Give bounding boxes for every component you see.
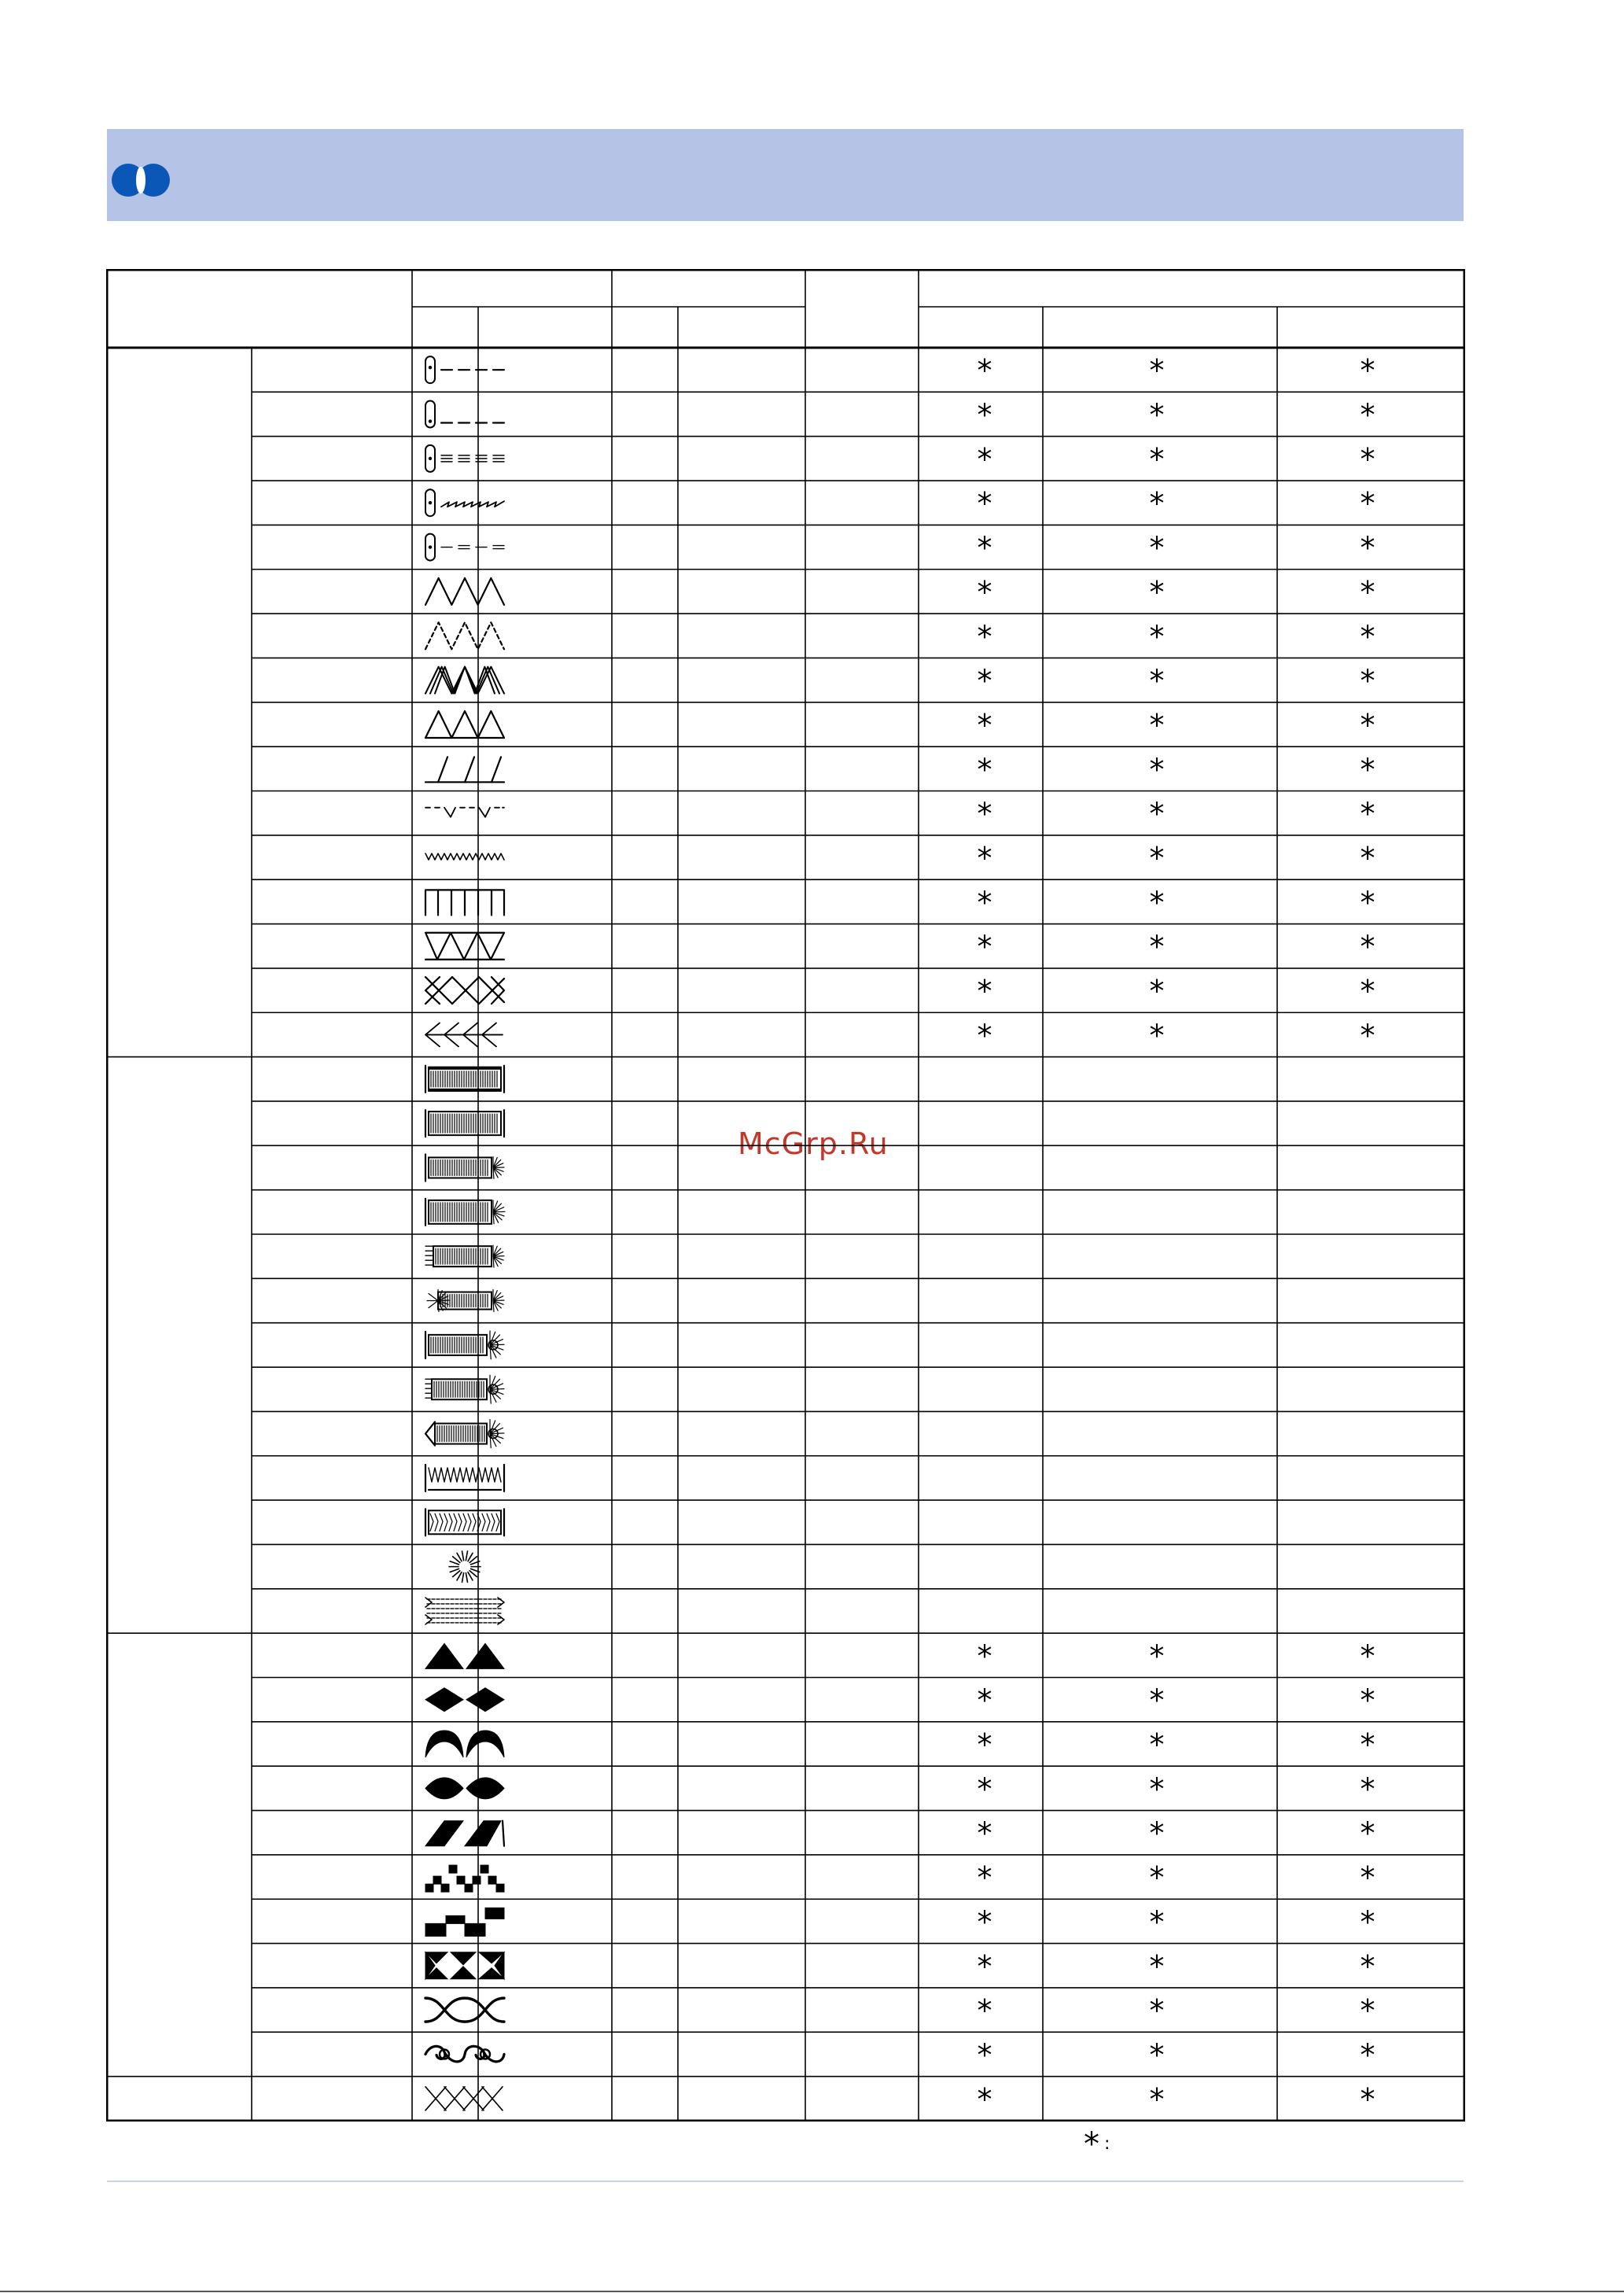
satin-block-icon (425, 1908, 504, 1936)
buttonhole-stretch-icon (425, 1465, 504, 1491)
mark-row37-col1: * (977, 1948, 992, 1984)
group-cell-3 (107, 1633, 252, 2077)
mark-row35-col2: * (1149, 1860, 1165, 1896)
mark-row4-col3: * (1360, 486, 1375, 522)
mark-row11-col3: * (1360, 796, 1375, 831)
satin-parallelogram-icon (425, 1821, 504, 1846)
mark-row35-col1: * (977, 1860, 992, 1896)
mark-row40-col1: * (977, 2081, 992, 2117)
satin-triangle-icon (425, 1643, 504, 1668)
mark-row38-col1: * (977, 1993, 992, 2029)
satin-scroll-icon (425, 2046, 504, 2062)
mark-row7-col1: * (977, 619, 992, 654)
group-cell-1 (107, 348, 252, 1057)
mark-row39-col3: * (1360, 2037, 1375, 2073)
mark-row38-col3: * (1360, 1993, 1375, 2029)
mark-row30-col2: * (1149, 1639, 1165, 1674)
dotted-zigzag-stitch-icon (425, 622, 504, 649)
watermark: McGrp.Ru (738, 1126, 889, 1161)
straight-stitch-center-icon (425, 401, 504, 428)
mark-row1-col3: * (1360, 353, 1375, 389)
mark-row7-col2: * (1149, 619, 1165, 654)
blanket-stitch-icon (425, 890, 504, 915)
mark-row32-col2: * (1149, 1727, 1165, 1763)
mark-row10-col3: * (1360, 752, 1375, 787)
mark-row9-col1: * (977, 707, 992, 743)
mark-row2-col2: * (1149, 397, 1165, 433)
mark-row40-col3: * (1360, 2081, 1375, 2117)
mark-row37-col3: * (1360, 1948, 1375, 1984)
buttonhole-narrow-square-icon (425, 1110, 504, 1137)
mark-row11-col1: * (977, 796, 992, 831)
satin-scallop-icon (425, 1731, 504, 1757)
satin-checker-icon (425, 1865, 504, 1892)
triple-straight-stitch-icon (425, 445, 504, 472)
mark-row12-col1: * (977, 841, 992, 876)
shell-tuck-stitch-icon (425, 853, 504, 860)
table-frame (107, 270, 1464, 2121)
legend (1084, 2126, 1110, 2162)
mark-row15-col2: * (1149, 974, 1165, 1009)
mark-row31-col1: * (977, 1683, 992, 1718)
mark-row33-col2: * (1149, 1771, 1165, 1807)
buttonhole-double-round-icon (427, 1290, 504, 1312)
mark-row8-col1: * (977, 663, 992, 699)
mark-row30-col1: * (977, 1639, 992, 1674)
basting-stitch-icon (425, 534, 504, 561)
mark-row32-col1: * (977, 1727, 992, 1763)
mark-row12-col3: * (1360, 841, 1375, 876)
mark-row14-col1: * (977, 929, 992, 964)
group-cell-2 (107, 1057, 252, 1634)
mark-row39-col1: * (977, 2037, 992, 2073)
mark-row6-col1: * (977, 574, 992, 610)
buttonhole-heirloom-icon (425, 1509, 504, 1535)
buttonhole-square-icon (425, 1066, 504, 1093)
blind-hem-stitch-icon (425, 808, 504, 817)
mark-row15-col3: * (1360, 974, 1375, 1009)
mark-row8-col3: * (1360, 663, 1375, 699)
buttonhole-round-end-icon (425, 1154, 504, 1181)
mark-row4-col2: * (1149, 486, 1165, 522)
mark-row5-col1: * (977, 530, 992, 566)
mark-row5-col3: * (1360, 530, 1375, 566)
mark-row39-col2: * (1149, 2037, 1165, 2073)
mark-row3-col2: * (1149, 441, 1165, 477)
mark-row2-col3: * (1360, 397, 1375, 433)
mark-row11-col2: * (1149, 796, 1165, 831)
mark-row5-col2: * (1149, 530, 1165, 566)
mark-row6-col2: * (1149, 574, 1165, 610)
buttonhole-keyhole-tapered-icon (425, 1375, 504, 1403)
mark-row34-col3: * (1360, 1816, 1375, 1851)
mark-row3-col1: * (977, 441, 992, 477)
cross-stitch-icon (425, 977, 504, 1004)
stretch-stitch-icon (425, 489, 504, 516)
mark-row1-col2: * (1149, 353, 1165, 389)
mark-row2-col1: * (977, 397, 992, 433)
page-bottom-edge (0, 2291, 1624, 2292)
eyelet-icon (449, 1551, 481, 1582)
mark-row12-col2: * (1149, 841, 1165, 876)
mark-row1-col1: * (977, 353, 992, 389)
stitch-table (106, 269, 1465, 2122)
mark-row13-col2: * (1149, 885, 1165, 920)
mark-row13-col3: * (1360, 885, 1375, 920)
mark-row34-col1: * (977, 1816, 992, 1851)
blind-hem-slant-stitch-icon (425, 757, 504, 782)
mark-row33-col1: * (977, 1771, 992, 1807)
buttonhole-round-end-wide-icon (425, 1199, 505, 1226)
satin-hourglass-icon (425, 1952, 504, 1979)
mark-row9-col2: * (1149, 707, 1165, 743)
mark-row14-col3: * (1360, 929, 1375, 964)
mark-row16-col3: * (1360, 1018, 1375, 1053)
mark-row31-col2: * (1149, 1683, 1165, 1718)
straight-stitch-left-icon (425, 356, 504, 383)
triple-zigzag-stitch-icon (425, 667, 504, 694)
cross-stitch-quilting-icon (425, 2087, 503, 2111)
mark-row38-col2: * (1149, 1993, 1165, 2029)
satin-diamond-icon (425, 1688, 504, 1712)
section-circles-icon (111, 162, 171, 198)
mark-row14-col2: * (1149, 929, 1165, 964)
mark-row8-col2: * (1149, 663, 1165, 699)
legend-asterisk: * (1084, 2126, 1099, 2162)
mark-row36-col2: * (1149, 1904, 1165, 1940)
section-banner (107, 129, 1464, 221)
mark-row10-col2: * (1149, 752, 1165, 787)
mark-row15-col1: * (977, 974, 992, 1009)
mark-row31-col3: * (1360, 1683, 1375, 1718)
buttonhole-keyhole-pointed-icon (425, 1420, 504, 1448)
mark-row7-col3: * (1360, 619, 1375, 654)
overcast-triangle-stitch-icon (425, 933, 504, 960)
group-cell-4 (107, 2077, 252, 2121)
zigzag-stitch-icon (425, 578, 504, 605)
mark-row32-col3: * (1360, 1727, 1375, 1763)
mark-row10-col1: * (977, 752, 992, 787)
overlock-triangle-stitch-icon (425, 711, 504, 738)
buttonhole-round-end-tapered-icon (425, 1245, 504, 1267)
feather-stitch-icon (425, 1023, 503, 1046)
mark-row33-col3: * (1360, 1771, 1375, 1807)
mark-row9-col3: * (1360, 707, 1375, 743)
mark-row6-col3: * (1360, 574, 1375, 610)
footer-rule (107, 2181, 1464, 2182)
buttonhole-keyhole-icon (425, 1331, 504, 1359)
bartack-darning-icon (425, 1598, 504, 1624)
mark-row35-col3: * (1360, 1860, 1375, 1896)
mark-row34-col2: * (1149, 1816, 1165, 1851)
mark-row37-col2: * (1149, 1948, 1165, 1984)
mark-row36-col1: * (977, 1904, 992, 1940)
mark-row40-col2: * (1149, 2081, 1165, 2117)
mark-row16-col1: * (977, 1018, 992, 1053)
legend-colon: : (1104, 2134, 1110, 2154)
satin-wave-icon (425, 1998, 504, 2022)
mark-row30-col3: * (1360, 1639, 1375, 1674)
mark-row13-col1: * (977, 885, 992, 920)
mark-row36-col3: * (1360, 1904, 1375, 1940)
mark-row16-col2: * (1149, 1018, 1165, 1053)
mark-row3-col3: * (1360, 441, 1375, 477)
mark-row4-col1: * (977, 486, 992, 522)
satin-oval-icon (425, 1778, 504, 1799)
